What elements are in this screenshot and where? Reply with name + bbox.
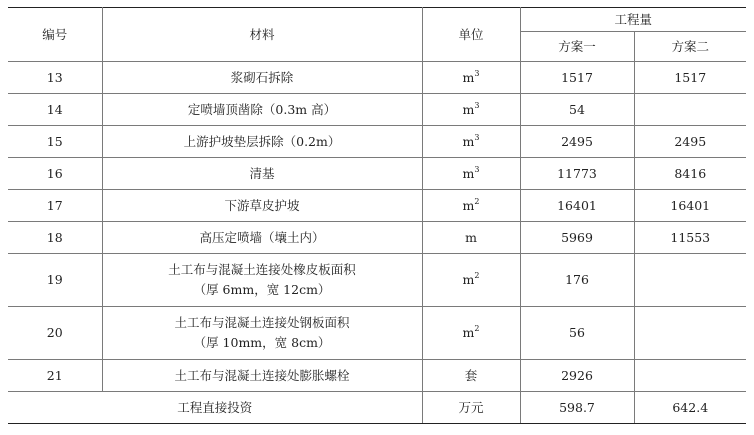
cell-no: 18 xyxy=(8,222,102,254)
cell-material: 下游草皮护坡 xyxy=(102,190,422,222)
cell-plan1: 56 xyxy=(520,307,634,360)
table-row xyxy=(8,254,746,307)
material-line-1: 土工布与混凝土连接处钢板面积 xyxy=(174,315,350,330)
cell-no: 21 xyxy=(8,360,102,392)
cell-unit: $m^2$ xyxy=(422,190,520,222)
cell-unit: $m^3$ xyxy=(422,94,520,126)
table-row xyxy=(8,307,746,360)
material-line-1: 土工布与混凝土连接处橡皮板面积 xyxy=(168,262,356,277)
cell-plan1: 11773 xyxy=(520,158,634,190)
cell-no: 15 xyxy=(8,126,102,158)
quantity-table xyxy=(8,7,746,424)
cell-plan1: 2495 xyxy=(520,126,634,158)
table-row xyxy=(8,158,746,190)
cell-unit: $m^3$ xyxy=(422,126,520,158)
cell-unit: $m^2$ xyxy=(422,254,520,307)
cell-no: 13 xyxy=(8,62,102,94)
total-row xyxy=(8,392,746,424)
cell-material xyxy=(102,254,422,307)
table-row xyxy=(8,94,746,126)
header-quantity: 工程量 xyxy=(520,8,746,32)
cell-plan1: 1517 xyxy=(520,62,634,94)
table-row xyxy=(8,222,746,254)
cell-plan2 xyxy=(634,307,746,360)
header-plan2: 方案二 xyxy=(634,32,746,62)
cell-unit: $m^3$ xyxy=(422,158,520,190)
table-row xyxy=(8,126,746,158)
cell-no: 20 xyxy=(8,307,102,360)
cell-plan2: 8416 xyxy=(634,158,746,190)
header-no: 编号 xyxy=(8,8,102,62)
header-plan1: 方案一 xyxy=(520,32,634,62)
cell-plan2: 2495 xyxy=(634,126,746,158)
total-unit: 万元 xyxy=(422,392,520,424)
table-row xyxy=(8,190,746,222)
cell-material xyxy=(102,307,422,360)
cell-no: 14 xyxy=(8,94,102,126)
cell-plan2 xyxy=(634,254,746,307)
cell-unit: 套 xyxy=(422,360,520,392)
cell-material: 高压定喷墙（壤土内） xyxy=(102,222,422,254)
cell-material: 浆砌石拆除 xyxy=(102,62,422,94)
cell-unit: $m^2$ xyxy=(422,307,520,360)
table-row xyxy=(8,360,746,392)
cell-material: 土工布与混凝土连接处膨胀螺栓 xyxy=(102,360,422,392)
total-plan1: 598.7 xyxy=(520,392,634,424)
cell-plan1: 54 xyxy=(520,94,634,126)
total-plan2: 642.4 xyxy=(634,392,746,424)
cell-plan2: 16401 xyxy=(634,190,746,222)
cell-no: 17 xyxy=(8,190,102,222)
cell-no: 19 xyxy=(8,254,102,307)
cell-material: 清基 xyxy=(102,158,422,190)
table-row xyxy=(8,62,746,94)
material-line-2: （厚 10mm，宽 8cm） xyxy=(193,335,331,350)
cell-plan1: 176 xyxy=(520,254,634,307)
cell-material: 定喷墙顶凿除（0.3m 高） xyxy=(102,94,422,126)
cell-plan2: 11553 xyxy=(634,222,746,254)
cell-plan1: 16401 xyxy=(520,190,634,222)
cell-unit: m xyxy=(422,222,520,254)
cell-plan1: 5969 xyxy=(520,222,634,254)
cell-plan2 xyxy=(634,360,746,392)
total-label: 工程直接投资 xyxy=(8,392,422,424)
cell-plan2 xyxy=(634,94,746,126)
cell-material: 上游护坡垫层拆除（0.2m） xyxy=(102,126,422,158)
header-material: 材料 xyxy=(102,8,422,62)
cell-unit: $m^3$ xyxy=(422,62,520,94)
header-row-top xyxy=(8,8,746,32)
material-line-2: （厚 6mm，宽 12cm） xyxy=(193,282,331,297)
header-unit: 单位 xyxy=(422,8,520,62)
cell-plan1: 2926 xyxy=(520,360,634,392)
cell-no: 16 xyxy=(8,158,102,190)
cell-plan2: 1517 xyxy=(634,62,746,94)
